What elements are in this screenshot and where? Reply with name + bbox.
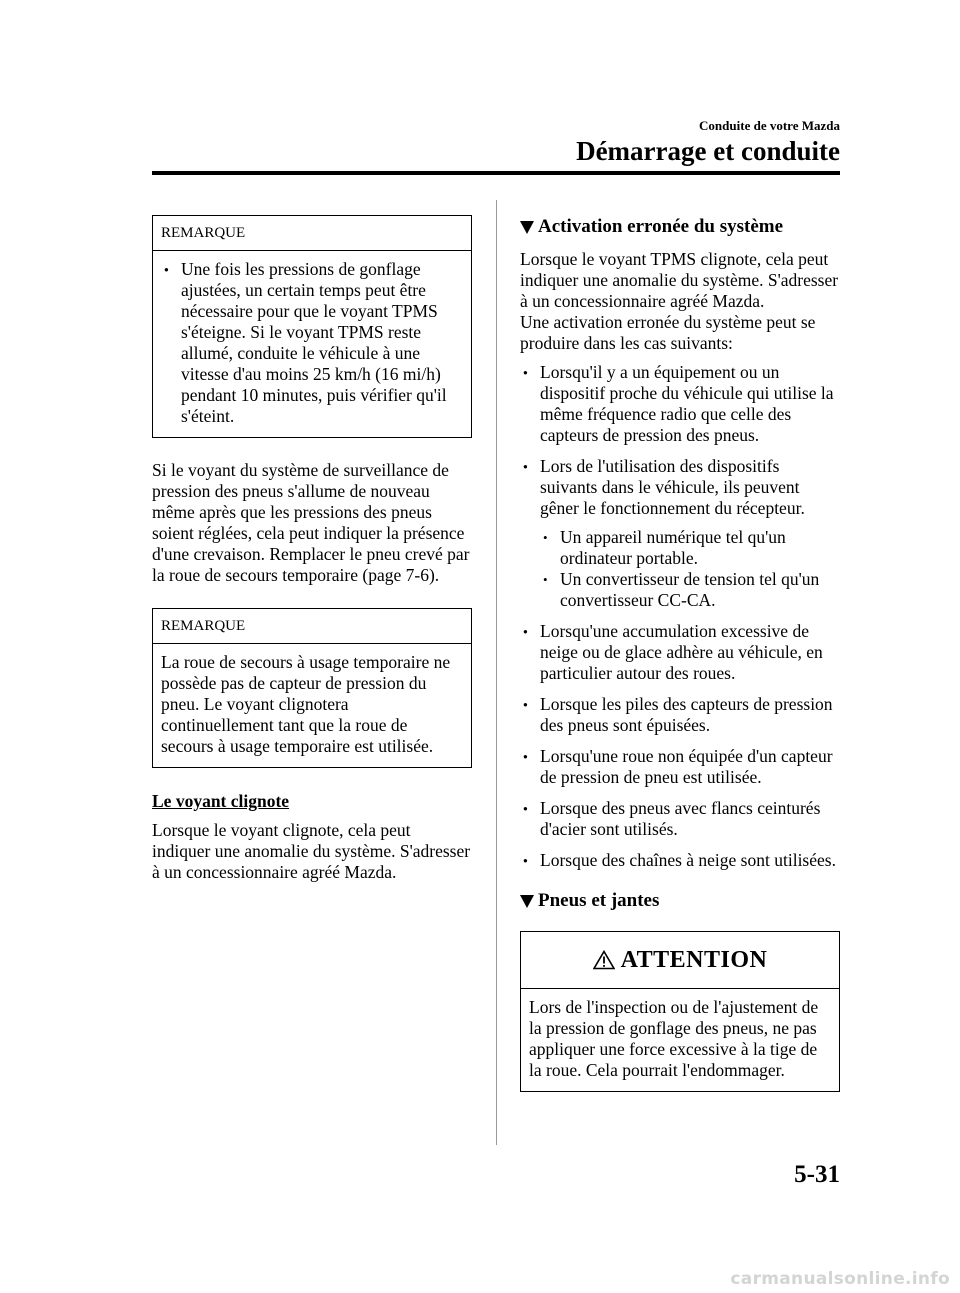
list-item: ● Lorsqu'il y a un équipement ou un dispositif proche du véhicule qui utilise la même fréquence radio que celle des capteurs de pression des pneus. bbox=[520, 362, 840, 446]
paragraph-intro: Lorsque le voyant TPMS clignote, cela peut indiquer une anomalie du système. S'adresser à un concessionnaire agréé Mazda. bbox=[520, 249, 839, 311]
list-item: ● Lors de l'utilisation des dispositifs suivants dans le véhicule, ils peuvent gêner le fonctionnement du récepteur. bbox=[520, 456, 840, 519]
section-heading-false-activation bbox=[520, 215, 840, 239]
sub-list-item: • Un convertisseur de tension tel qu'un convertisseur CC-CA. bbox=[540, 569, 840, 611]
triangle-marker-icon bbox=[520, 221, 534, 234]
note-body bbox=[153, 251, 471, 437]
right-column bbox=[520, 215, 840, 1092]
header-subtitle: Conduite de votre Mazda bbox=[699, 118, 840, 133]
attention-header bbox=[521, 932, 839, 989]
paragraph-light-flashes: Lorsque le voyant clignote, cela peut indiquer une anomalie du système. S'adresser à un concessionnaire agréé Mazda. bbox=[152, 820, 471, 882]
attention-title: ATTENTION bbox=[620, 946, 768, 973]
note-title: REMARQUE bbox=[153, 216, 471, 251]
note-title: REMARQUE bbox=[153, 609, 471, 644]
list-item: ● Lorsqu'une accumulation excessive de neige ou de glace adhère au véhicule, en particulier autour des roues. bbox=[520, 621, 840, 684]
section-heading-text: Activation erronée du système bbox=[538, 216, 784, 237]
watermark: carmanualsonline.info bbox=[730, 1269, 950, 1289]
subheading-light-flashes: Le voyant clignote bbox=[152, 791, 290, 811]
section-heading-tires-wheels bbox=[520, 889, 840, 913]
paragraph-intro-2: Une activation erronée du système peut se produire dans les cas suivants: bbox=[520, 312, 816, 353]
sub-list-item: • Un appareil numérique tel qu'un ordinateur portable. bbox=[540, 527, 840, 569]
warning-triangle-icon bbox=[593, 950, 615, 970]
list-item: ● Lorsque les piles des capteurs de pression des pneus sont épuisées. bbox=[520, 694, 840, 736]
list-item: ● Lorsque des pneus avec flancs ceinturés d'acier sont utilisés. bbox=[520, 798, 840, 840]
header-rule bbox=[152, 171, 840, 175]
list-item: ● Lorsqu'une roue non équipée d'un capteur de pression de pneu est utilisée. bbox=[520, 746, 840, 788]
note-bullet: ● Une fois les pressions de gonflage ajustées, un certain temps peut être nécessaire pour que le voyant TPMS s'éteigne. Si le voyant TPMS reste allumé, conduite le véhicule à une vitesse d'au moins 25 km/h (16 mi/h) pendant 10 minutes, puis vérifier qu'il s'éteint. bbox=[161, 259, 463, 427]
page-number: 5-31 bbox=[794, 1161, 840, 1188]
list-item: ● Lorsque des chaînes à neige sont utilisées. bbox=[520, 850, 840, 871]
false-activation-list bbox=[520, 362, 840, 519]
attention-text: Lors de l'inspection ou de l'ajustement de la pression de gonflage des pneus, ne pas appliquer une force excessive à la tige de la roue. Cela pourrait l'endommager. bbox=[529, 997, 819, 1080]
note-body bbox=[153, 644, 471, 767]
attention-body bbox=[521, 989, 839, 1091]
false-activation-list-continued bbox=[520, 621, 840, 871]
note-box-spare-wheel bbox=[152, 608, 472, 768]
paragraph-puncture: Si le voyant du système de surveillance de pression des pneus s'allume de nouveau même après que les pressions des pneus soient réglées, cela peut indiquer la présence d'une crevaison. Remplacer le pneu crevé par la roue de secours temporaire (page 7-6). bbox=[152, 460, 470, 585]
note-text: La roue de secours à usage temporaire ne possède pas de capteur de pression du pneu. Le voyant clignotera continuellement tant que la roue de secours à usage temporaire est utilisée. bbox=[161, 652, 451, 756]
section-heading-text: Pneus et jantes bbox=[538, 890, 660, 911]
left-column bbox=[152, 215, 472, 883]
attention-box bbox=[520, 931, 840, 1092]
note-box-tpms-reset bbox=[152, 215, 472, 438]
device-sublist bbox=[520, 527, 840, 611]
column-divider bbox=[496, 200, 497, 1145]
header-title: Démarrage et conduite bbox=[576, 136, 840, 166]
triangle-marker-icon bbox=[520, 895, 534, 908]
